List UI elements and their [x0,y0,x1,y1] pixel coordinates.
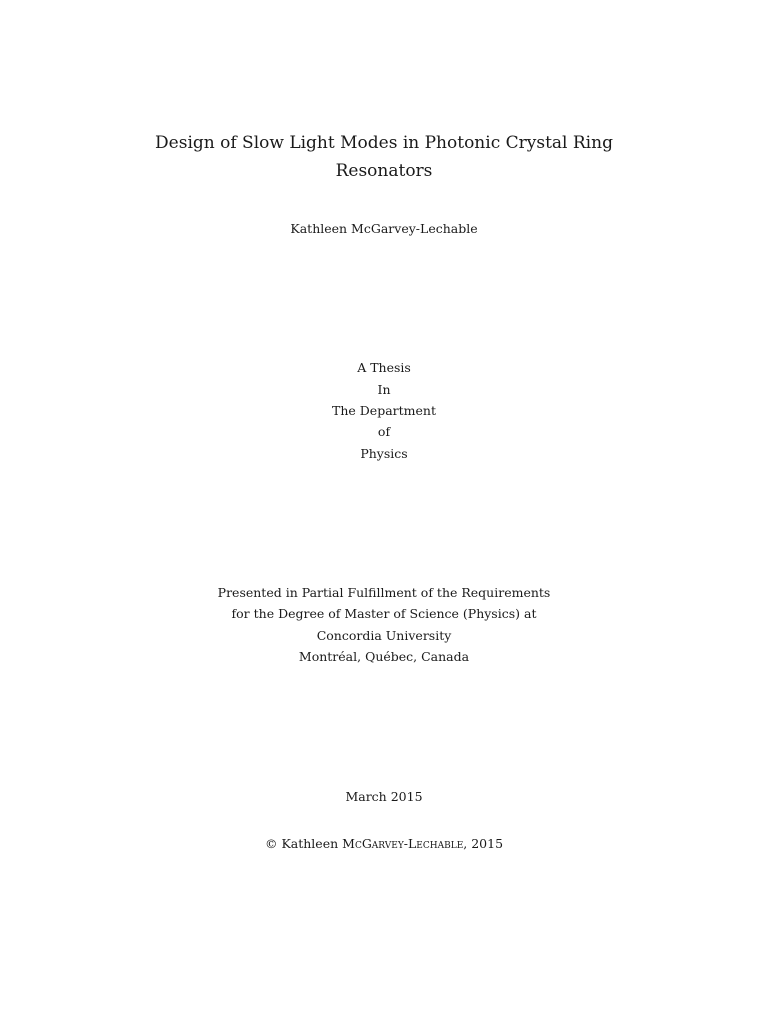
copyright-symbol: © [264,836,278,851]
thesis-of: of [377,424,391,439]
thesis-department: The Department [332,403,436,418]
author-name: Kathleen McGarvey-Lechable [290,221,478,236]
copyright-first-name: Kathleen [281,836,339,851]
presentation-university: Concordia University [316,628,452,643]
thesis-title-line-1: Design of Slow Light Modes in Photonic Crystal Ring [155,133,613,153]
presentation-line-1: Presented in Partial Fulfillment of the Requirements [217,585,551,600]
presentation-location: Montréal, Québec, Canada [298,649,470,664]
presentation-line-2: for the Degree of Master of Science (Physics) at [231,606,537,621]
copyright-notice [0,838,768,851]
copyright-last-name: McGarvey-Lechable [342,836,464,851]
thesis-label: A Thesis [357,360,411,375]
thesis-date: March 2015 [345,789,423,804]
thesis-field: Physics [360,446,408,461]
thesis-in: In [377,382,391,397]
thesis-title-line-2: Resonators [335,161,433,181]
copyright-year: , 2015 [463,836,504,851]
